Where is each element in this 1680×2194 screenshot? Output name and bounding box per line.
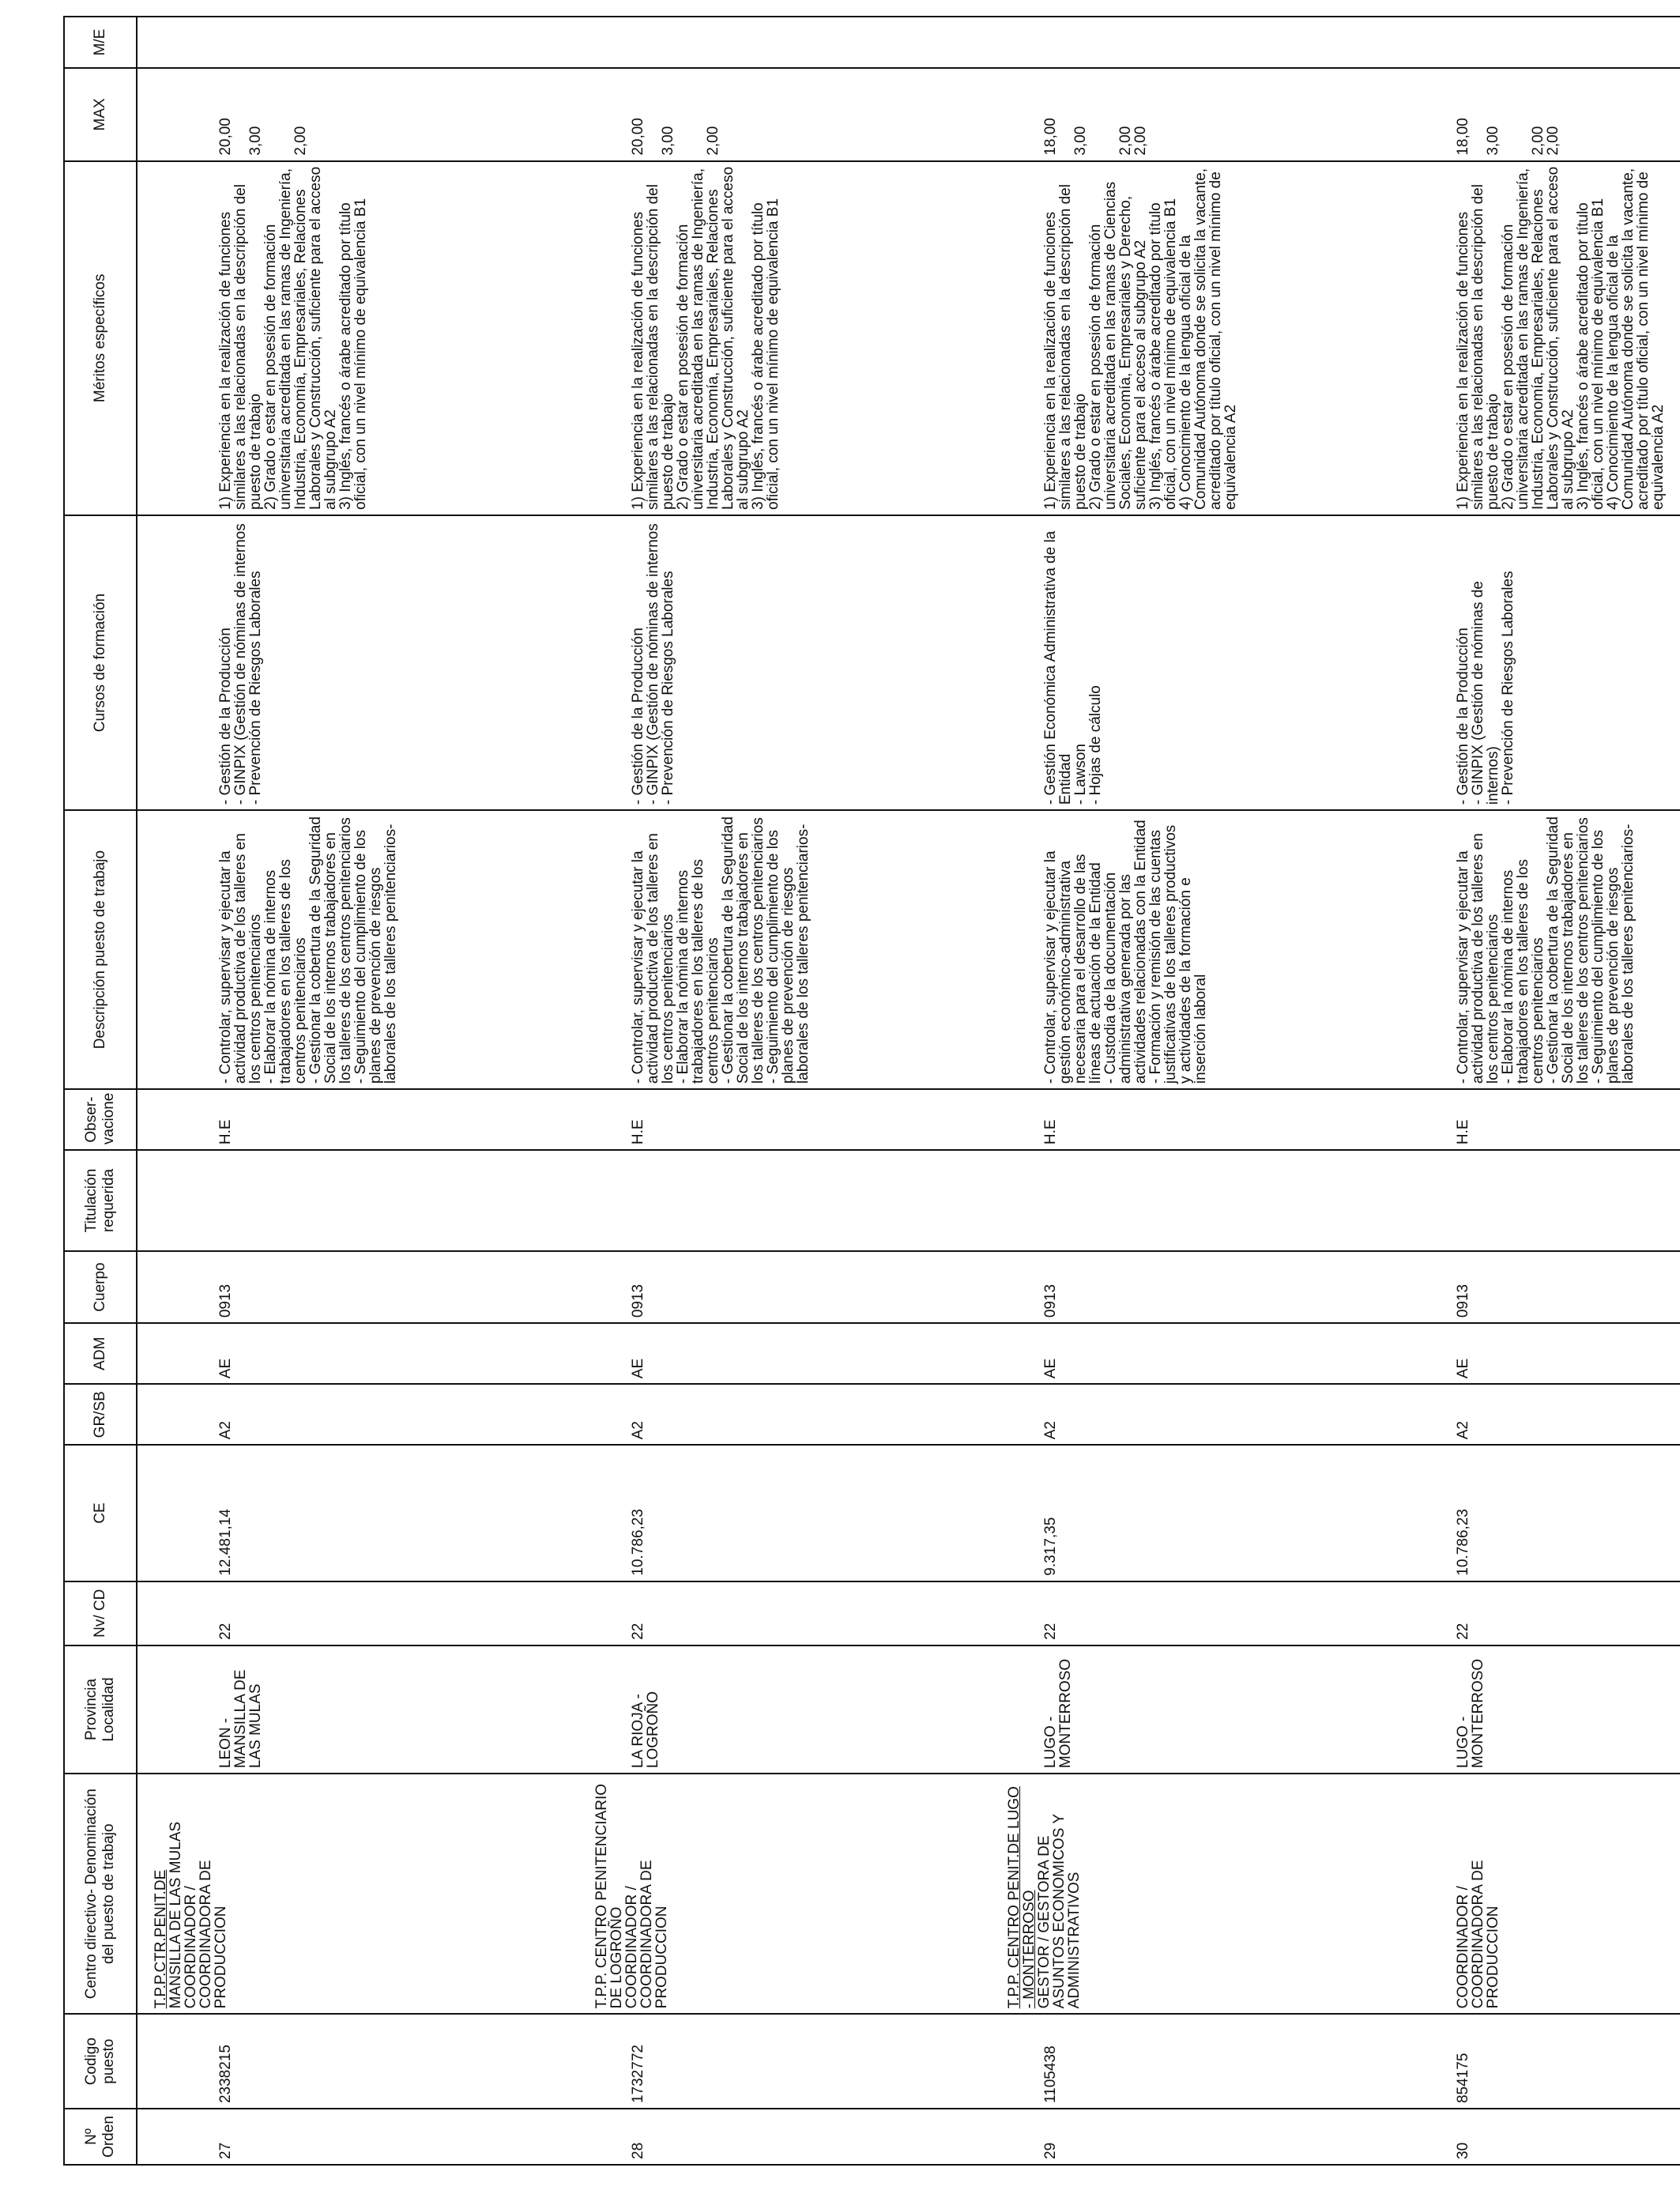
header-codigo: Codigo puesto <box>64 2014 137 2109</box>
max-value: 20,00 <box>630 118 646 156</box>
cell-cuerpo: 0913 <box>563 1251 975 1323</box>
cell-provincia: LUGO - MONTERROSO <box>1388 1646 1680 1774</box>
max-value <box>1088 74 1103 156</box>
cell-grupo: A2 <box>137 1384 563 1445</box>
cell-orden: 27 <box>137 2109 563 2165</box>
cell-titulacion <box>975 1150 1388 1251</box>
cell-cursos: - Gestión de la Producción - GINPIX (Gestión de nóminas de internos - Prevención de Riesgos Laborales <box>137 515 563 810</box>
cell-nivel: 22 <box>975 1581 1388 1646</box>
cell-nivel: 22 <box>137 1581 563 1646</box>
cell-max <box>563 68 975 161</box>
table-row <box>563 17 975 2165</box>
cell-codigo: 1105438 <box>975 2014 1388 2109</box>
cell-orden: 29 <box>975 2109 1388 2165</box>
cell-observaciones: H.E <box>563 1089 975 1150</box>
header-me: M/E <box>64 17 137 68</box>
cell-cursos: - Gestión de la Producción - GINPIX (Gestión de nóminas de internos) - Prevención de Riesgos Laborales <box>1388 515 1680 810</box>
cell-ce: 10.786,23 <box>563 1445 975 1581</box>
cell-codigo: 1732772 <box>563 2014 975 2109</box>
max-value <box>278 74 293 156</box>
cell-titulacion <box>563 1150 975 1251</box>
header-grupo: GR/SB <box>64 1384 137 1445</box>
cell-orden: 30 <box>1388 2109 1680 2165</box>
cell-grupo: A2 <box>975 1384 1388 1445</box>
header-ce: CE <box>64 1445 137 1581</box>
puesto: COORDINADOR / COORDINADORA DE PRODUCCION <box>183 1860 229 2009</box>
cell-codigo: 2338215 <box>137 2014 563 2109</box>
cell-adm: AE <box>1388 1323 1680 1384</box>
puesto: GESTOR / GESTORA DE ASUNTOS ECONOMICOS Y ADMINISTRATIVOS <box>1036 1814 1083 2009</box>
max-value <box>691 74 706 156</box>
max-value <box>1058 74 1073 156</box>
cell-titulacion <box>1388 1150 1680 1251</box>
max-value: 3,00 <box>1072 126 1089 156</box>
cell-ce: 12.481,14 <box>137 1445 563 1581</box>
table-row <box>975 17 1388 2165</box>
header-orden: Nº Orden <box>64 2109 137 2165</box>
cell-meritos: 1) Experiencia en la realización de funciones similares a las relacionadas en la descripción del puesto de trabajo 2) Grado o estar en posesión de formación universitaria acreditada en las ramas de Ingeniería, Industria, Economía, Empresariales, Relaciones Laborales y Construcción, suficiente para el acceso al subgrupo A2 3) Inglés, francés o árabe acreditado por título oficial, con un nivel mínimo de equivalencia B1 <box>137 161 563 515</box>
centro-head: T.P.P. CENTRO PENITENCIARIO DE LOGROÑO <box>593 1783 625 2009</box>
header-provincia: Provincia Localidad <box>64 1646 137 1774</box>
header-adm: ADM <box>64 1323 137 1384</box>
header-row <box>64 17 137 2165</box>
header-titulacion: Titulación requerida <box>64 1150 137 1251</box>
cell-observaciones: H.E <box>975 1089 1388 1150</box>
cell-nivel: 22 <box>1388 1581 1680 1646</box>
cell-provincia: LUGO - MONTERROSO <box>975 1646 1388 1774</box>
max-value <box>233 74 248 156</box>
cell-descripcion: - Controlar, supervisar y ejecutar la actividad productiva de los talleres en los centros penitenciarios - Elaborar la nómina de internos trabajadores en los talleres de los centros penitenciarios - Gestionar la cobertura de la Seguridad Social de los internos trabajadores en los talleres de los centros penitenciarios - Seguimiento del cumplimiento de los planes de prevención de riesgos laborales de los talleres penitenciarios- <box>1388 810 1680 1089</box>
cell-meritos: 1) Experiencia en la realización de funciones similares a las relacionadas en la descripción del puesto de trabajo 2) Grado o estar en posesión de formación universitaria acreditada en las ramas de Ciencias Sociales, Economía, Empresariales y Derecho, suficiente para el acceso al subgrupo A2 3) Inglés, francés o árabe acreditado por título oficial, con un nivel mínimo de equivalencia B1 4) Conocimiento de la lengua oficial de la Comunidad Autónoma donde se solicita la vacante, acreditado por título oficial, con un nivel mínimo de equivalencia A2 <box>975 161 1388 515</box>
table-row <box>1388 17 1680 2165</box>
cell-centro <box>975 1774 1388 2014</box>
cell-meritos: 1) Experiencia en la realización de funciones similares a las relacionadas en la descripción del puesto de trabajo 2) Grado o estar en posesión de formación universitaria acreditada en las ramas de Ingeniería, Industria, Economía, Empresariales, Relaciones Laborales y Construcción, suficiente para el acceso al subgrupo A2 3) Inglés, francés o árabe acreditado por título oficial, con un nivel mínimo de equivalencia B1 <box>563 161 975 515</box>
max-value: 2,00 <box>1530 126 1546 156</box>
header-max: MAX <box>64 68 137 161</box>
header-cursos: Cursos de formación <box>64 515 137 810</box>
cell-cuerpo: 0913 <box>137 1251 563 1323</box>
header-meritos: Méritos específicos <box>64 161 137 515</box>
max-value: 3,00 <box>1485 126 1501 156</box>
cell-nivel: 22 <box>563 1581 975 1646</box>
header-cuerpo: Cuerpo <box>64 1251 137 1323</box>
cell-max <box>975 68 1388 161</box>
cell-meritos: 1) Experiencia en la realización de funciones similares a las relacionadas en la descripción del puesto de trabajo 2) Grado o estar en posesión de formación universitaria acreditada en las ramas de Ingeniería, Industria, Economía, Empresariales, Relaciones Laborales y Construcción, suficiente para el acceso al subgrupo A2 3) Inglés, francés o árabe acreditado por título oficial, con un nivel mínimo de equivalencia B1 4) Conocimiento de la lengua oficial de la Comunidad Autónoma donde se solicita la vacante, acreditado por título oficial, con un nivel mínimo de equivalencia A2 <box>1388 161 1680 515</box>
centro-sub: MANSILLA DE LAS MULAS <box>168 1821 184 2009</box>
max-value <box>646 74 661 156</box>
cell-descripcion: - Controlar, supervisar y ejecutar la actividad productiva de los talleres en los centros penitenciarios - Elaborar la nómina de internos trabajadores en los talleres de los centros penitenciarios - Gestionar la cobertura de la Seguridad Social de los internos trabajadores en los talleres de los centros penitenciarios - Seguimiento del cumplimiento de los planes de prevención de riesgos laborales de los talleres penitenciarios- <box>137 810 563 1089</box>
cell-me <box>137 17 563 68</box>
max-value: 2,00 <box>1132 126 1149 156</box>
cell-max <box>1388 68 1680 161</box>
vacancy-table <box>63 16 1680 2166</box>
cell-orden: 28 <box>563 2109 975 2165</box>
centro-head: T.P.P.CTR.PENIT.DE <box>153 1869 169 2009</box>
cell-adm: AE <box>563 1323 975 1384</box>
header-nivel: Nv/ CD <box>64 1581 137 1646</box>
cell-me <box>563 17 975 68</box>
cell-max <box>137 68 563 161</box>
cell-centro <box>1388 1774 1680 2014</box>
cell-adm: AE <box>975 1323 1388 1384</box>
max-value: 18,00 <box>1455 118 1471 156</box>
max-value: 2,00 <box>1545 126 1561 156</box>
max-value <box>676 74 691 156</box>
cell-ce: 9.317,35 <box>975 1445 1388 1581</box>
header-centro: Centro directivo- Denominación del puesto de trabajo <box>64 1774 137 2014</box>
cell-descripcion: - Controlar, supervisar y ejecutar la gestión económico-administrativa necesaria para el desarrollo de las líneas de actuación de la Entidad - Custodia de la documentación administrativa generada por las actividades relacionadas con la Entidad - Formación y remisión de las cuentas justificativas de los talleres productivos y actividades de la formación e inserción laboral <box>975 810 1388 1089</box>
max-value <box>1103 74 1118 156</box>
cell-titulacion <box>137 1150 563 1251</box>
cell-me <box>975 17 1388 68</box>
cell-me <box>1388 17 1680 68</box>
rotated-table-wrapper <box>63 16 1667 2166</box>
centro-head: T.P.P. CENTRO PENIT.DE LUGO - MONTERROSO <box>1006 1786 1038 2009</box>
cell-ce: 10.786,23 <box>1388 1445 1680 1581</box>
cell-descripcion: - Controlar, supervisar y ejecutar la actividad productiva de los talleres en los centros penitenciarios - Elaborar la nómina de internos trabajadores en los talleres de los centros penitenciarios - Gestionar la cobertura de la Seguridad Social de los internos trabajadores en los talleres de los centros penitenciarios - Seguimiento del cumplimiento de los planes de prevención de riesgos laborales de los talleres penitenciarios- <box>563 810 975 1089</box>
max-value <box>1516 74 1531 156</box>
cell-grupo: A2 <box>1388 1384 1680 1445</box>
cell-observaciones: H.E <box>1388 1089 1680 1150</box>
max-value <box>263 74 278 156</box>
table-row <box>137 17 563 2165</box>
max-value <box>1471 74 1486 156</box>
puesto: COORDINADOR / COORDINADORA DE PRODUCCION <box>1455 1860 1501 2009</box>
cell-cuerpo: 0913 <box>1388 1251 1680 1323</box>
cell-cursos: - Gestión de la Producción - GINPIX (Gestión de nóminas de internos - Prevención de Riesgos Laborales <box>563 515 975 810</box>
cell-adm: AE <box>137 1323 563 1384</box>
cell-cuerpo: 0913 <box>975 1251 1388 1323</box>
max-value: 2,00 <box>292 126 309 156</box>
cell-codigo: 854175 <box>1388 2014 1680 2109</box>
puesto: COORDINADOR / COORDINADORA DE PRODUCCION <box>623 1860 670 2009</box>
header-descripcion: Descripción puesto de trabajo <box>64 810 137 1089</box>
max-value: 3,00 <box>247 126 264 156</box>
cell-provincia: LA RIOJA - LOGROÑO <box>563 1646 975 1774</box>
max-value <box>1501 74 1516 156</box>
cell-cursos: - Gestión Económica Administrativa de la Entidad - Lawson - Hojas de cálculo <box>975 515 1388 810</box>
cell-provincia: LEON - MANSILLA DE LAS MULAS <box>137 1646 563 1774</box>
cell-grupo: A2 <box>563 1384 975 1445</box>
max-value: 18,00 <box>1042 118 1059 156</box>
cell-centro <box>563 1774 975 2014</box>
max-value: 2,00 <box>705 126 721 156</box>
max-value: 2,00 <box>1117 126 1134 156</box>
max-value: 20,00 <box>217 118 234 156</box>
header-observaciones: Obser- vacione <box>64 1089 137 1150</box>
max-value: 3,00 <box>660 126 676 156</box>
cell-observaciones: H.E <box>137 1089 563 1150</box>
cell-centro <box>137 1774 563 2014</box>
